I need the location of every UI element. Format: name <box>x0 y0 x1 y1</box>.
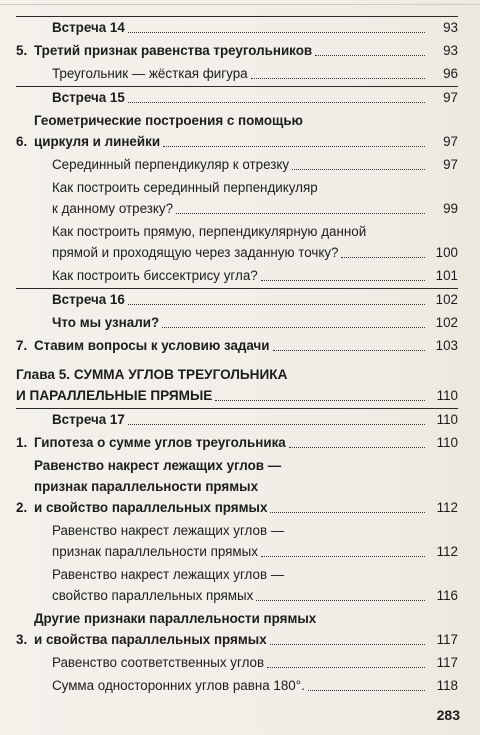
leader-dots <box>267 667 425 668</box>
leader-dots <box>251 78 425 79</box>
toc-entry-page: 112 <box>436 500 458 515</box>
leader-dots <box>341 257 425 258</box>
toc-entry-page: 93 <box>443 20 458 35</box>
toc-entry-title: Другие признаки параллельности прямых <box>34 611 317 626</box>
toc-entry-title: Встреча 16 <box>52 292 125 307</box>
toc-entry-page: 100 <box>435 245 458 260</box>
toc-entry-title: И ПАРАЛЛЕЛЬНЫЕ ПРЯМЫЕ <box>16 388 213 403</box>
toc-entry <box>16 520 458 562</box>
leader-dots <box>176 213 425 214</box>
toc-entry <box>16 652 458 673</box>
toc-entry-title: Треугольник — жёсткая фигура <box>52 66 248 81</box>
toc-entry-title: Встреча 15 <box>52 90 125 105</box>
toc-entry-page: 96 <box>443 66 458 81</box>
toc-entry-title: Гипотеза о сумме углов треугольника <box>34 435 286 450</box>
leader-dots <box>163 146 425 147</box>
toc-entry-title: Равенство накрест лежащих углов — <box>34 458 282 473</box>
toc-entry-page: 117 <box>436 655 458 670</box>
toc-entry-title: Как построить прямую, перпендикулярную данной <box>52 224 367 239</box>
toc-entry <box>16 312 458 333</box>
toc-entry-title: Глава 5. СУММА УГЛОВ ТРЕУГОЛЬНИКА <box>16 367 288 382</box>
toc-entry-title: Равенство соответственных углов <box>52 655 265 670</box>
toc-entry-title: и свойства параллельных прямых <box>34 632 267 647</box>
toc-entry <box>16 16 458 38</box>
page-number: 283 <box>436 707 460 723</box>
header-rule <box>0 4 480 5</box>
toc-entry-title: признак параллельности прямых <box>52 544 258 559</box>
toc-entry-page: 102 <box>435 315 458 330</box>
toc-entry-title: Что мы узнали? <box>52 315 160 330</box>
toc-entry-page: 112 <box>436 544 458 559</box>
toc-entry-page: 102 <box>435 292 458 307</box>
toc-entry-title: Как построить биссектрису угла? <box>52 268 258 283</box>
toc-entry-page: 118 <box>436 678 458 693</box>
toc-entry-page: 99 <box>443 201 458 216</box>
leader-dots <box>289 447 425 448</box>
leader-dots <box>270 512 425 513</box>
toc-entry <box>16 455 458 518</box>
toc-entry-page: 97 <box>443 157 458 172</box>
toc-entry-number: 6. <box>16 134 28 149</box>
toc-entry-title: к данному отрезку? <box>52 201 174 216</box>
toc-entry-page: 101 <box>435 268 458 283</box>
toc-entry-title: Геометрические построения с помощью <box>34 113 303 128</box>
toc-entry-page: 110 <box>436 435 458 450</box>
toc-entry-title: Сумма односторонних углов равна 180°. <box>52 678 305 693</box>
toc-entry-title: Ставим вопросы к условию задачи <box>34 338 270 353</box>
leader-dots <box>128 304 425 305</box>
toc-entry-page: 93 <box>443 43 458 58</box>
leader-dots <box>261 280 425 281</box>
leader-dots <box>273 350 425 351</box>
toc-entry-number: 1. <box>16 435 28 450</box>
leader-dots <box>128 102 425 103</box>
toc-entry <box>16 408 458 430</box>
toc-entry <box>16 432 458 453</box>
toc-entry-title: признак параллельности прямых <box>34 479 259 494</box>
toc-entry-title: свойство параллельных прямых <box>52 588 254 603</box>
toc-entry-title: и свойство параллельных прямых <box>34 500 268 515</box>
toc-entry <box>16 63 458 84</box>
toc-entry <box>16 364 458 406</box>
toc-entry <box>16 110 458 152</box>
toc-entry-title: Как построить серединный перпендикуляр <box>52 180 318 195</box>
toc-entry-title: Равенство накрест лежащих углов — <box>52 523 285 538</box>
toc-entry-page: 117 <box>436 632 458 647</box>
leader-dots <box>315 55 425 56</box>
toc-entry-title: Встреча 17 <box>52 412 125 427</box>
leader-dots <box>162 327 425 328</box>
leader-dots <box>256 600 425 601</box>
toc-entry-number: 2. <box>16 500 28 515</box>
toc-entry <box>16 86 458 108</box>
leader-dots <box>308 690 425 691</box>
toc-entry <box>16 177 458 219</box>
table-of-contents <box>16 14 458 696</box>
toc-entry <box>16 564 458 606</box>
leader-dots <box>292 169 425 170</box>
toc-entry-page: 97 <box>443 90 458 105</box>
toc-entry-page: 103 <box>435 338 458 353</box>
toc-entry-page: 110 <box>436 388 458 403</box>
toc-entry <box>16 221 458 263</box>
toc-entry-number: 5. <box>16 43 28 58</box>
toc-entry-page: 110 <box>436 412 458 427</box>
toc-entry-number: 7. <box>16 338 28 353</box>
toc-entry-page: 97 <box>443 134 458 149</box>
leader-dots <box>215 400 425 401</box>
toc-entry-number: 3. <box>16 632 28 647</box>
toc-entry-title: Встреча 14 <box>52 20 125 35</box>
toc-entry-page: 116 <box>436 588 458 603</box>
toc-entry-title: Серединный перпендикуляр к отрезку <box>52 157 290 172</box>
toc-entry <box>16 335 458 356</box>
leader-dots <box>270 644 425 645</box>
leader-dots <box>261 556 425 557</box>
toc-entry <box>16 608 458 650</box>
toc-entry <box>16 154 458 175</box>
toc-entry-title: Третий признак равенства треугольников <box>34 43 313 58</box>
leader-dots <box>128 424 425 425</box>
leader-dots <box>128 32 425 33</box>
toc-entry-title: циркуля и линейки <box>34 134 161 149</box>
toc-entry <box>16 40 458 61</box>
toc-entry-title: Равенство накрест лежащих углов — <box>52 567 285 582</box>
toc-entry <box>16 675 458 696</box>
toc-entry <box>16 288 458 310</box>
toc-entry-title: прямой и проходящую через заданную точку? <box>52 245 339 260</box>
toc-entry <box>16 265 458 286</box>
